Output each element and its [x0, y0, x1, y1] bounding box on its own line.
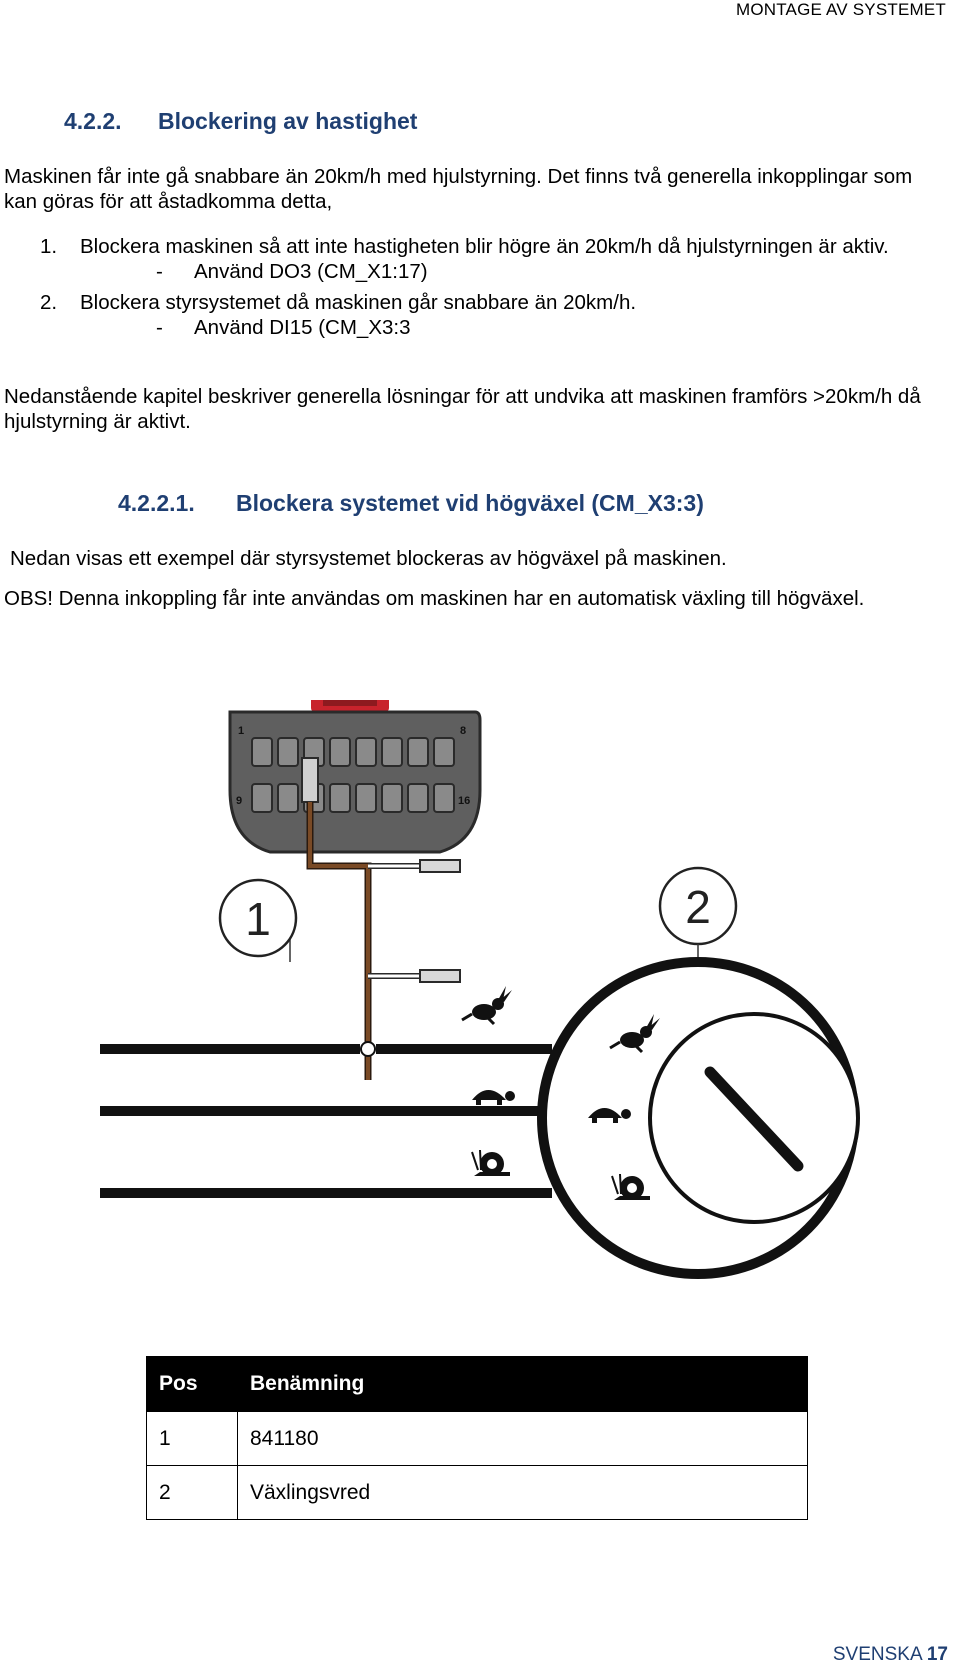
running-header: MONTAGE AV SYSTEMET: [735, 0, 946, 19]
parts-table: [146, 1356, 808, 1520]
snail-icon: [472, 1150, 510, 1176]
gear-line-high: [376, 1044, 552, 1054]
table-cell-name: 841180: [238, 1412, 808, 1466]
gear-line-medium: [100, 1106, 552, 1116]
list-item-text: Blockera styrsystemet då maskinen går snabbare än 20km/h.: [80, 291, 637, 314]
list-item: [40, 290, 930, 315]
table-cell-name: Växlingsvred: [238, 1466, 808, 1520]
list-subitem: [156, 315, 930, 340]
list-item-text: Blockera maskinen så att inte hastigheten blir högre än 20km/h då hjulstyrningen är aktiv.: [80, 235, 889, 258]
table-header-row: [147, 1357, 808, 1412]
list-item: [40, 234, 930, 259]
callout-label-2: 2: [685, 881, 711, 933]
list-subitem-text: Använd DO3 (CM_X1:17): [194, 260, 428, 283]
list-item-number: 2.: [40, 291, 58, 314]
turtle-icon: [472, 1090, 515, 1105]
table-row: [147, 1466, 808, 1520]
connector-latch-detail: [323, 700, 377, 706]
section-title: Blockering av hastighet: [158, 108, 418, 134]
wire-terminal: [420, 860, 460, 872]
connector-icon: [230, 700, 480, 852]
table-row: [147, 1412, 808, 1466]
page-footer: [833, 1644, 948, 1666]
pin-label: 9: [236, 795, 243, 807]
note-paragraph: Nedanstående kapitel beskriver generella lösningar för att undvika att maskinen framförs >20km/h då hjulstyrning är aktivt.: [4, 385, 921, 433]
numbered-list: [40, 234, 930, 340]
list-item-number: 1.: [40, 235, 58, 258]
gear-line-high: [100, 1044, 360, 1054]
section-heading: [64, 108, 417, 135]
pin-label: 8: [460, 725, 467, 737]
section-number: 4.2.2.: [64, 108, 122, 134]
table-cell-pos: 1: [147, 1412, 238, 1466]
list-subitem: [156, 259, 930, 284]
subsection-heading: [118, 490, 704, 517]
wire-junction: [361, 1042, 375, 1056]
column-header-pos: Pos: [147, 1357, 238, 1412]
subsection-number: 4.2.2.1.: [118, 490, 195, 516]
list-subitem-text: Använd DI15 (CM_X3:3: [194, 316, 411, 339]
list-subitem-dash: -: [156, 316, 163, 339]
gear-line-low: [100, 1188, 552, 1198]
column-header-name: Benämning: [238, 1357, 808, 1412]
subsection-title: Blockera systemet vid högväxel (CM_X3:3): [236, 490, 704, 516]
pin-label: 16: [458, 795, 471, 807]
footer-language: SVENSKA: [832, 1644, 922, 1665]
connector-terminal: [302, 758, 318, 802]
wiring-diagram: [80, 700, 880, 1340]
page-number: 17: [926, 1644, 948, 1665]
list-subitem-dash: -: [156, 260, 163, 283]
example-paragraph: Nedan visas ett exempel där styrsystemet blockeras av högväxel på maskinen.: [10, 547, 727, 570]
table-cell-pos: 2: [147, 1466, 238, 1520]
rabbit-icon: [462, 986, 512, 1024]
obs-paragraph: OBS! Denna inkoppling får inte användas om maskinen har en automatisk växling till högväxel.: [4, 587, 865, 610]
callout-label-1: 1: [245, 893, 271, 945]
intro-paragraph: Maskinen får inte gå snabbare än 20km/h med hjulstyrning. Det finns två generella inkopplingar som kan göras för att åstadkomma detta,: [4, 165, 913, 213]
connector-body: [230, 712, 480, 852]
wire-terminal: [420, 970, 460, 982]
pin-label: 1: [238, 725, 245, 737]
